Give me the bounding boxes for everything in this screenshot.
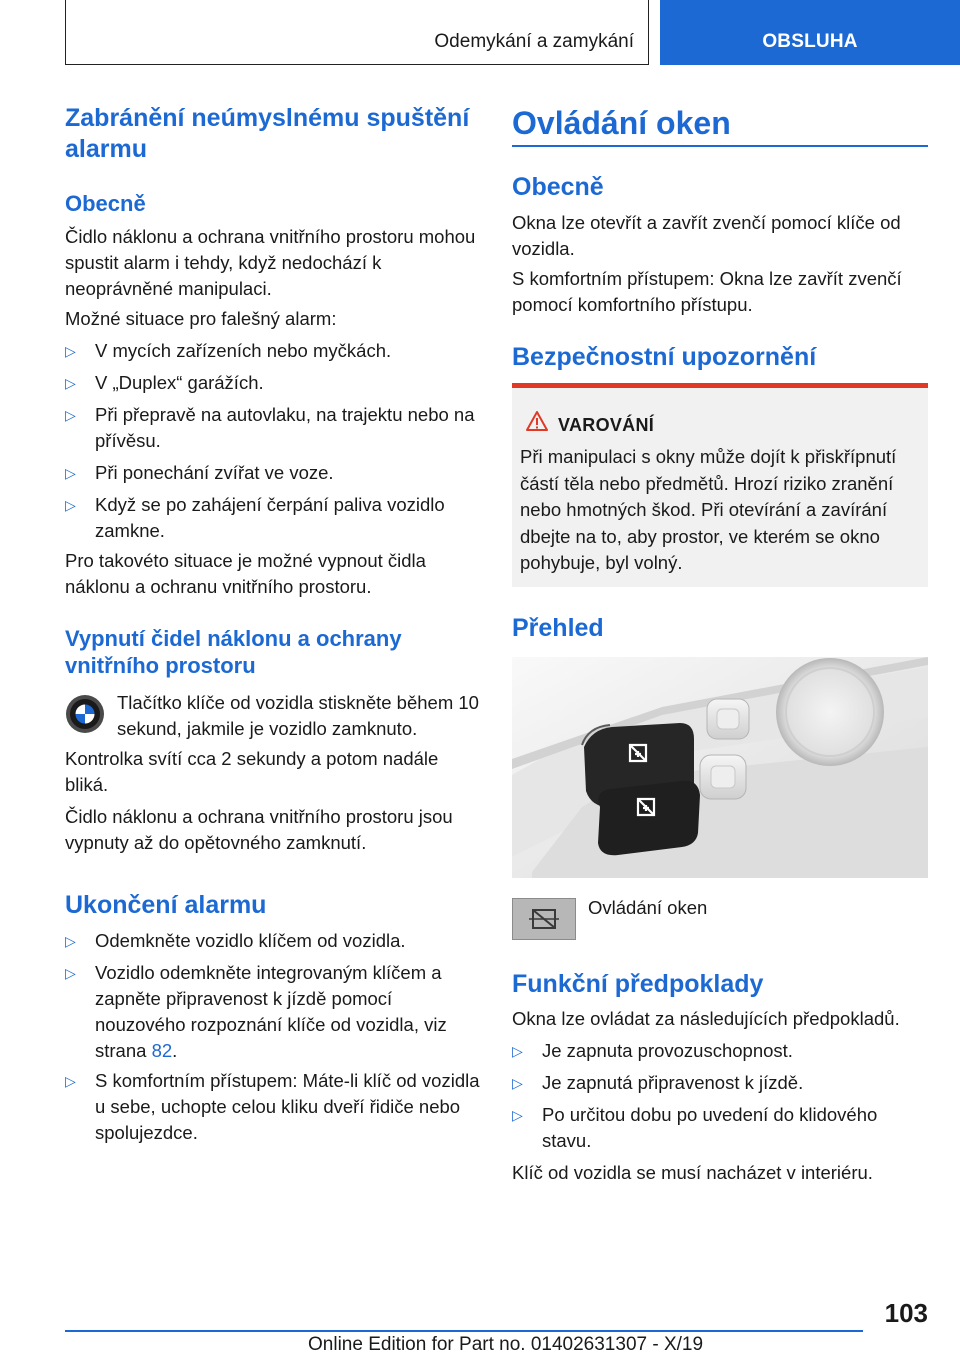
bullet-icon: ▷ <box>512 1043 523 1059</box>
photo-caption: Ovládání oken <box>588 897 708 918</box>
list-item: ▷ Když se po zahájení čerpání paliva vozidlo zamkne. <box>65 494 445 541</box>
window-switch-icon <box>512 898 576 940</box>
header-tab[interactable] <box>660 0 960 65</box>
heading-switch-off: Vypnutí čidel náklonu a ochrany vnitřního prostoru <box>65 626 402 678</box>
bullet-icon: ▷ <box>65 965 76 981</box>
header-tab-label: OBSLUHA <box>762 31 858 52</box>
heading-requirements: Funkční předpoklady <box>512 970 764 998</box>
para-key-press: Tlačítko klíče od vozidla stiskněte během 10 sekund, jakmile je vozidlo zamknuto. <box>117 692 479 739</box>
heading-general-right: Obecně <box>512 173 604 201</box>
para-key-interior: Klíč od vozidla se musí nacházet v interiéru. <box>512 1162 873 1183</box>
warning-text: Při manipulaci s okny může dojít k přiskřípnutí částí těla nebo předmětů. Hrozí riziko zranění nebo hmotných škod. Při otevírání a zavírání dbejte na to, aby prostor, ve kterém se okno pohybuje, byl volný. <box>520 446 897 573</box>
footer-edition <box>308 1334 703 1356</box>
para-general: Čidlo náklonu a ochrana vnitřního prostoru mohou spustit alarm i tehdy, když nedochází k neoprávněné manipulaci. <box>65 226 476 299</box>
window-switch-photo <box>512 657 928 878</box>
para-disable: Pro takovéto situace je možné vypnout čidla náklonu a ochranu vnitřního prostoru. <box>65 550 426 597</box>
page-link[interactable]: 82 <box>151 1040 173 1061</box>
bmw-key-icon <box>65 694 105 734</box>
bullet-icon: ▷ <box>512 1075 523 1091</box>
list-item: ▷ Je zapnutá připravenost k jízdě. <box>512 1070 928 1096</box>
para-lamp: Kontrolka svítí cca 2 sekundy a potom nadále bliká. <box>65 748 439 795</box>
heading-safety: Bezpečnostní upozornění <box>512 343 817 371</box>
warning-box <box>512 383 928 587</box>
bullet-icon: ▷ <box>65 465 76 481</box>
list-item: ▷ Je zapnuta provozuschopnost. <box>512 1038 928 1064</box>
para-requirements: Okna lze ovládat za následujících předpokladů. <box>512 1008 900 1029</box>
footer-edition-text: Online Edition for Part no. 01402631307 - X/19 <box>308 1334 704 1355</box>
list-item: ▷ S komfortním přístupem: Máte-li klíč od vozidla u sebe, uchopte celou kliku dveří řidiče nebo spolujezdce. <box>65 1070 480 1143</box>
para-windows-1: Okna lze otevřít a zavřít zvenčí pomocí klíče od vozidla. <box>512 212 901 259</box>
warning-label: VAROVÁNÍ <box>558 415 655 435</box>
warning-triangle-icon <box>526 410 548 432</box>
bullet-icon: ▷ <box>65 497 76 513</box>
header-box <box>65 0 649 65</box>
list-item: ▷ Odemkněte vozidlo klíčem od vozidla. <box>65 928 480 954</box>
heading-prevent-alarm: Zabránění neúmyslnému spuštění alarmu <box>65 104 470 163</box>
heading-overview: Přehled <box>512 614 604 642</box>
heading-end-alarm: Ukončení alarmu <box>65 891 267 919</box>
para-windows-2: S komfortním přístupem: Okna lze zavřít zvenčí pomocí komfortního přístupu. <box>512 268 902 315</box>
para-false-alarm: Možné situace pro falešný alarm: <box>65 308 337 329</box>
bullet-icon: ▷ <box>65 933 76 949</box>
bullet-icon: ▷ <box>65 407 76 423</box>
list-item: ▷ Při přepravě na autovlaku, na trajektu nebo na přívěsu. <box>65 404 475 451</box>
list-item: ▷ V mycích zařízeních nebo myčkách. <box>65 338 480 364</box>
heading-general-left: Obecně <box>65 191 146 216</box>
page-number: 103 <box>884 1298 928 1328</box>
bullet-icon: ▷ <box>65 375 76 391</box>
para-off: Čidlo náklonu a ochrana vnitřního prostoru jsou vypnuty až do opětovného zamknutí. <box>65 806 453 853</box>
list-item: ▷ Vozidlo odemkněte integrovaným klíčem a zapněte připravenost k jízdě pomocí nouzového rozpoznání klíče od vozidla, viz strana 82. <box>65 962 447 1061</box>
heading-rule <box>512 145 928 147</box>
list-item: ▷ Po určitou dobu po uvedení do klidového stavu. <box>512 1104 878 1151</box>
bullet-icon: ▷ <box>65 1073 76 1089</box>
header-section-title: Odemykání a zamykání <box>434 31 634 52</box>
bullet-icon: ▷ <box>65 343 76 359</box>
bullet-icon: ▷ <box>512 1107 523 1123</box>
footer-rule <box>65 1330 863 1332</box>
list-item: ▷ Při ponechání zvířat ve voze. <box>65 460 480 486</box>
list-item: ▷ V „Duplex“ garážích. <box>65 370 480 396</box>
heading-window-control: Ovládání oken <box>512 105 731 141</box>
